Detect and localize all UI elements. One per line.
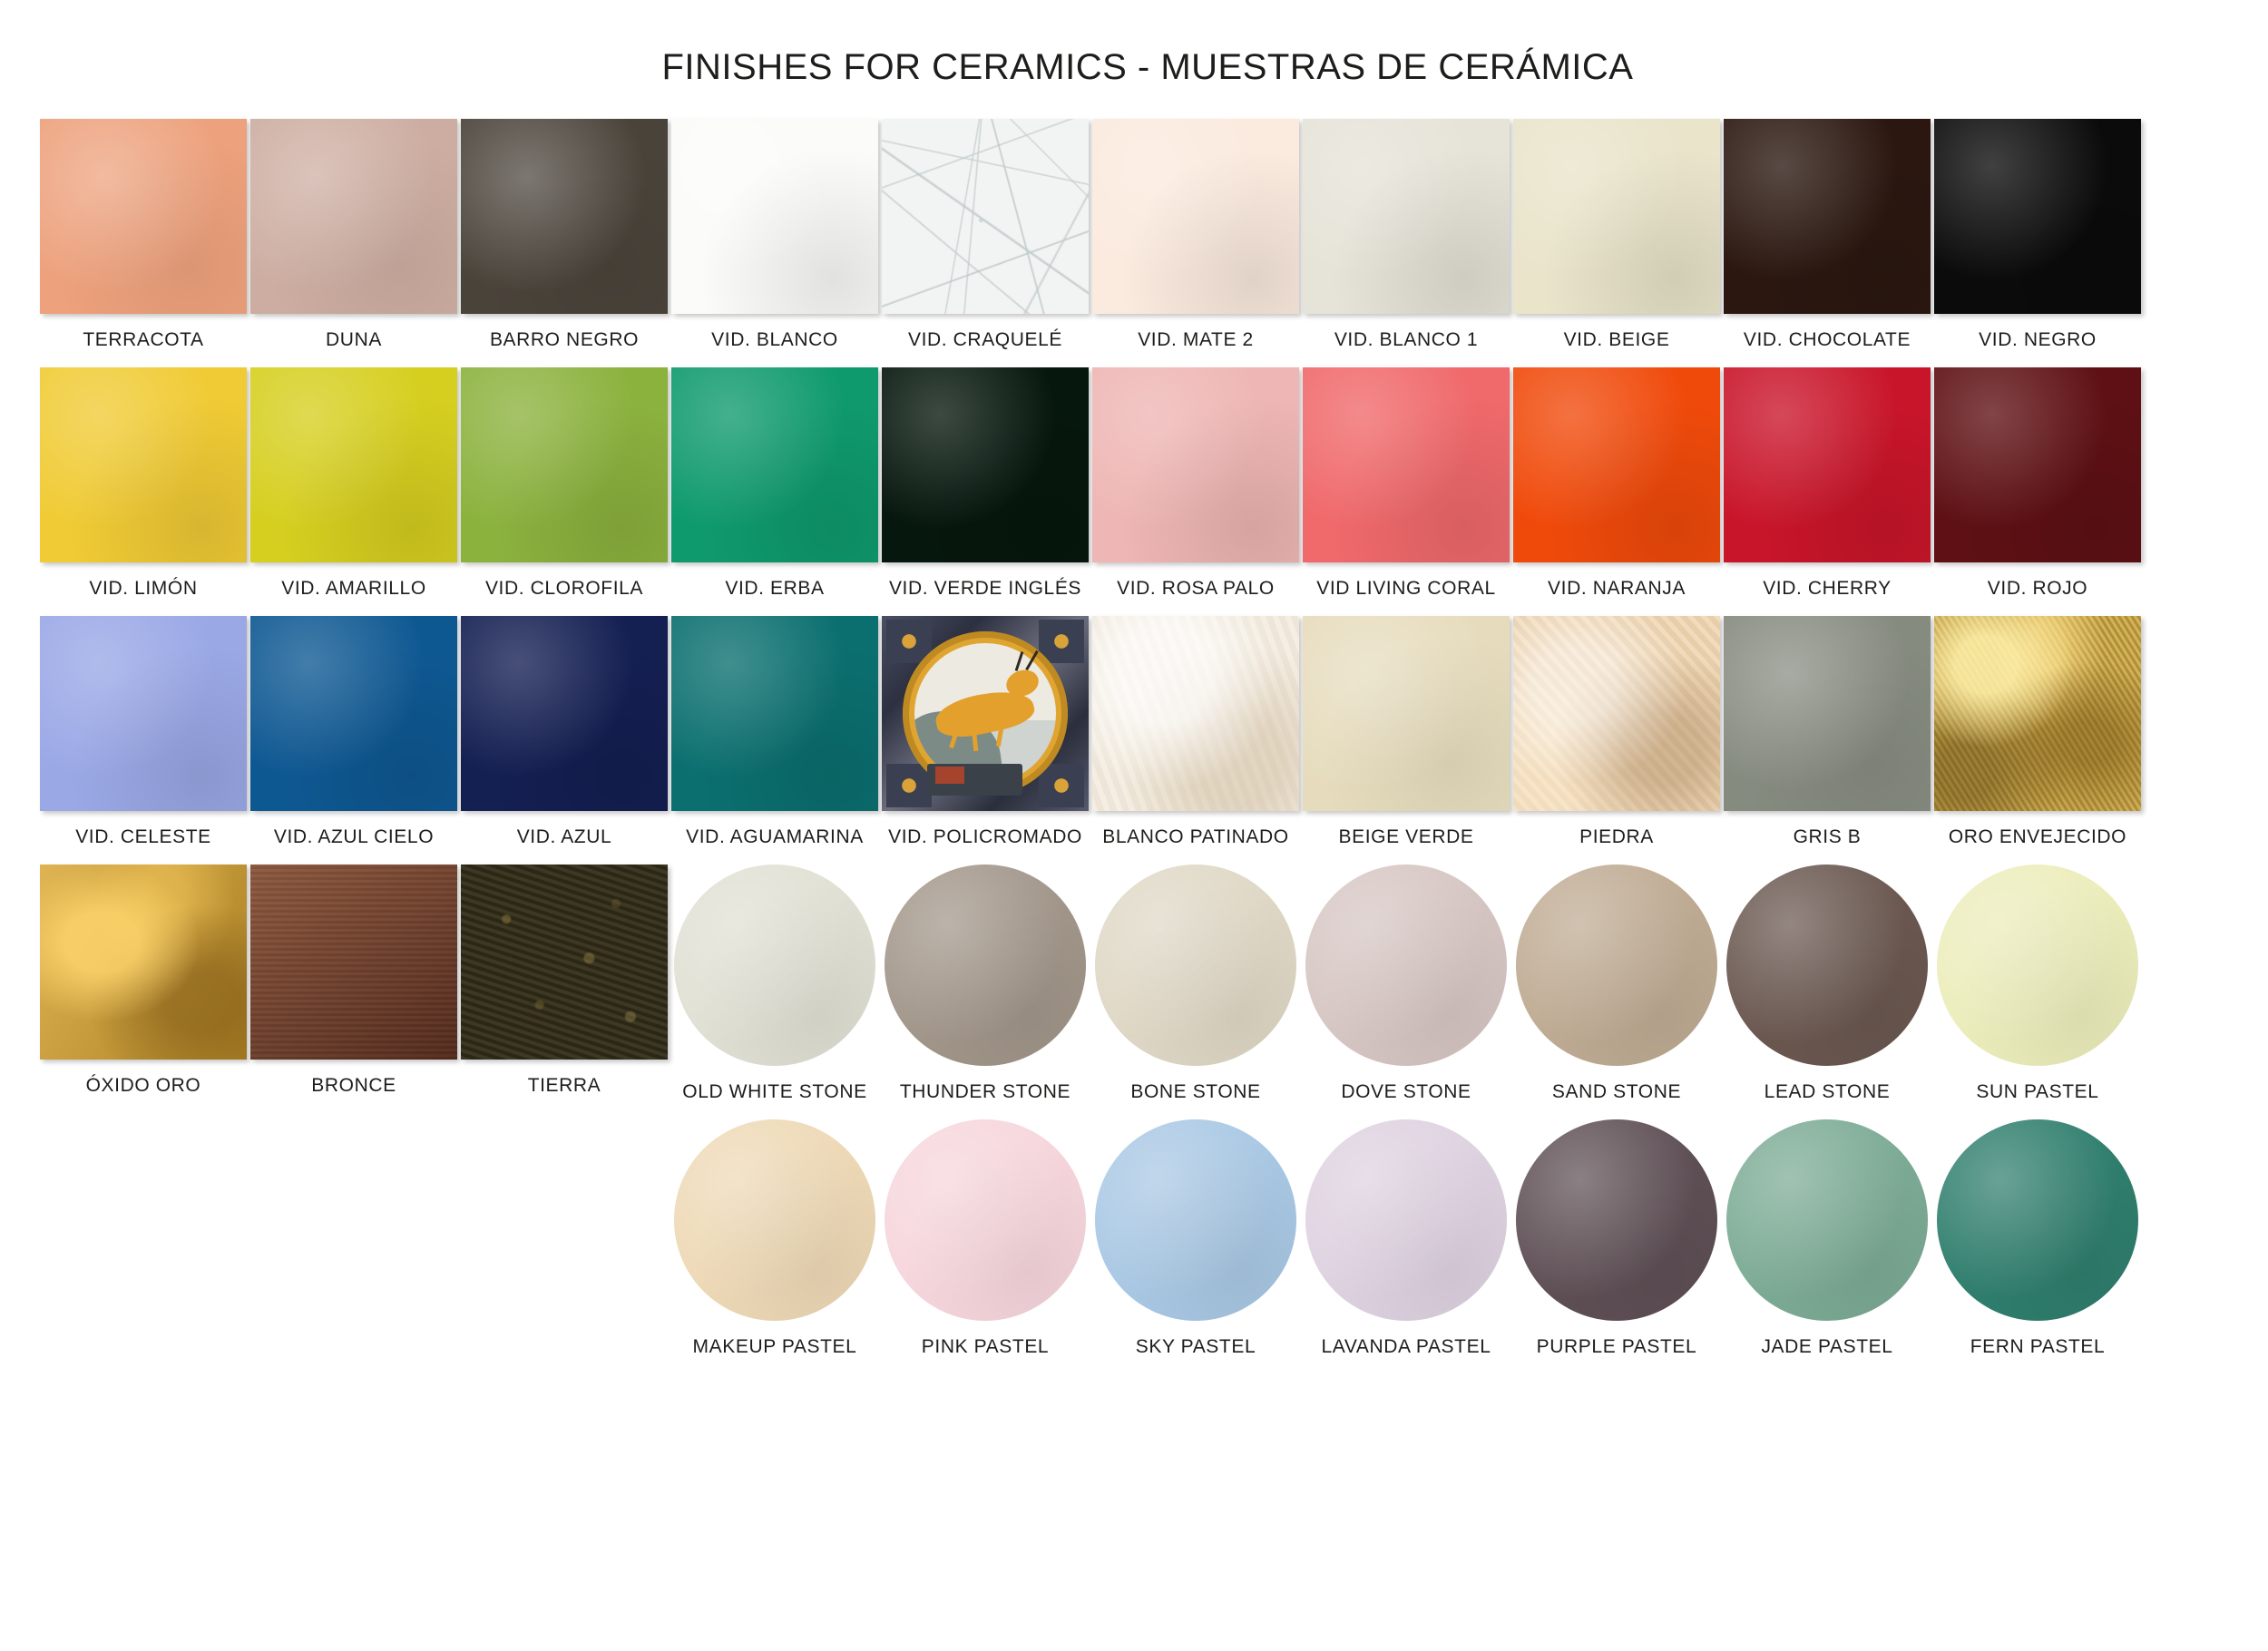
color-swatch[interactable] (885, 1119, 1086, 1321)
swatch-cell[interactable] (249, 865, 459, 1097)
color-swatch[interactable] (461, 367, 668, 562)
swatch-label: VID. NARANJA (1548, 578, 1686, 599)
swatch-cell[interactable] (38, 119, 249, 351)
color-swatch[interactable] (882, 616, 1089, 811)
page-title: FINISHES FOR CERAMICS - MUESTRAS DE CERÁMICA (661, 47, 1634, 87)
color-swatch[interactable] (1513, 119, 1720, 314)
swatch-row (38, 616, 2230, 848)
swatch-cell[interactable] (880, 119, 1090, 351)
swatch-label: ORO ENVEJECIDO (1948, 826, 2127, 847)
swatch-label: DUNA (326, 329, 382, 350)
swatch-label: BLANCO PATINADO (1102, 826, 1289, 847)
swatch-row (38, 1119, 2230, 1358)
swatch-label: BONE STONE (1130, 1081, 1261, 1102)
swatch-cell[interactable] (1932, 865, 2143, 1103)
swatch-cell[interactable] (1511, 119, 1722, 351)
color-swatch[interactable] (1305, 1119, 1507, 1321)
swatch-label: VID. NEGRO (1979, 329, 2097, 350)
swatch-label: VID. POLICROMADO (888, 826, 1082, 847)
swatch-cell[interactable] (1932, 119, 2143, 351)
swatch-row (38, 367, 2230, 600)
swatch-cell[interactable] (1932, 1119, 2143, 1358)
swatch-label: MAKEUP PASTEL (692, 1336, 857, 1357)
swatch-row (38, 119, 2230, 351)
swatch-label: FERN PASTEL (1970, 1336, 2106, 1357)
color-swatch[interactable] (250, 865, 457, 1060)
swatch-label: BARRO NEGRO (489, 329, 640, 350)
color-swatch[interactable] (1726, 1119, 1928, 1321)
swatch-cell[interactable] (459, 616, 670, 848)
swatch-label: SUN PASTEL (1976, 1081, 2099, 1102)
swatch-cell[interactable] (1722, 367, 1932, 600)
color-swatch[interactable] (1092, 367, 1299, 562)
swatch-cell[interactable] (1511, 616, 1722, 848)
swatch-row (38, 865, 2230, 1103)
color-swatch[interactable] (461, 865, 668, 1060)
swatch-cell[interactable] (1301, 1119, 1511, 1358)
swatch-cell[interactable] (1090, 865, 1301, 1103)
swatch-label: LAVANDA PASTEL (1321, 1336, 1491, 1357)
color-swatch[interactable] (1934, 119, 2141, 314)
color-swatch[interactable] (1516, 1119, 1717, 1321)
swatch-cell[interactable] (459, 119, 670, 351)
swatch-cell[interactable] (1301, 119, 1511, 351)
swatch-label: SAND STONE (1551, 1081, 1682, 1102)
color-swatch[interactable] (461, 119, 668, 314)
color-swatch[interactable] (1937, 865, 2138, 1066)
swatch-label: TIERRA (527, 1075, 601, 1096)
color-swatch[interactable] (1724, 119, 1931, 314)
swatch-cell[interactable] (1090, 1119, 1301, 1358)
color-swatch[interactable] (1724, 367, 1931, 562)
swatch-label: VID. AGUAMARINA (686, 826, 864, 847)
swatch-label: VID. LIMÓN (89, 578, 198, 599)
swatch-cell[interactable] (1090, 119, 1301, 351)
swatch-cell[interactable] (1932, 367, 2143, 600)
swatch-cell[interactable] (1511, 865, 1722, 1103)
swatch-label: VID. CHERRY (1763, 578, 1892, 599)
swatch-cell[interactable] (670, 865, 880, 1103)
swatch-cell[interactable] (1722, 616, 1932, 848)
color-swatch[interactable] (1726, 865, 1928, 1066)
color-swatch[interactable] (882, 367, 1089, 562)
swatch-cell[interactable] (880, 616, 1090, 848)
swatch-cell[interactable] (880, 865, 1090, 1103)
swatch-label: PURPLE PASTEL (1536, 1336, 1697, 1357)
swatch-cell[interactable] (670, 616, 880, 848)
color-swatch[interactable] (885, 865, 1086, 1066)
swatch-label: VID. ERBA (725, 578, 825, 599)
color-swatch[interactable] (250, 616, 457, 811)
swatch-cell[interactable] (1301, 865, 1511, 1103)
swatch-label: ÓXIDO ORO (85, 1075, 201, 1096)
color-swatch[interactable] (40, 865, 247, 1060)
swatch-label: VID. ROJO (1987, 578, 2088, 599)
swatch-label: DOVE STONE (1341, 1081, 1471, 1102)
swatch-label: VID. BLANCO (711, 329, 838, 350)
swatch-label: SKY PASTEL (1135, 1336, 1256, 1357)
swatch-cell[interactable] (459, 865, 670, 1097)
color-swatch[interactable] (1095, 1119, 1296, 1321)
swatch-cell[interactable] (670, 119, 880, 351)
swatch-cell[interactable] (1722, 865, 1932, 1103)
swatch-grid (18, 119, 2250, 1358)
swatch-cell[interactable] (880, 367, 1090, 600)
swatch-label: VID. VERDE INGLÉS (888, 578, 1082, 599)
swatch-label: PIEDRA (1579, 826, 1654, 847)
swatch-label: BEIGE VERDE (1338, 826, 1474, 847)
swatch-cell[interactable] (38, 865, 249, 1097)
swatch-cell[interactable] (1090, 367, 1301, 600)
swatch-label: VID. CHOCOLATE (1743, 329, 1911, 350)
color-swatch[interactable] (1092, 119, 1299, 314)
swatch-label: VID. MATE 2 (1138, 329, 1254, 350)
color-swatch[interactable] (671, 616, 878, 811)
ceramic-finishes-sheet (0, 47, 2268, 1651)
swatch-label: JADE PASTEL (1761, 1336, 1893, 1357)
color-swatch[interactable] (1934, 616, 2141, 811)
swatch-cell[interactable] (1301, 367, 1511, 600)
swatch-label: BRONCE (311, 1075, 396, 1096)
color-swatch[interactable] (1516, 865, 1717, 1066)
swatch-cell[interactable] (1090, 616, 1301, 848)
color-swatch[interactable] (674, 865, 875, 1066)
color-swatch[interactable] (1095, 865, 1296, 1066)
swatch-label: VID. AZUL CIELO (273, 826, 435, 847)
swatch-cell[interactable] (880, 1119, 1090, 1358)
swatch-label: VID LIVING CORAL (1316, 578, 1496, 599)
swatch-cell[interactable] (38, 367, 249, 600)
swatch-label: LEAD STONE (1764, 1081, 1891, 1102)
color-swatch[interactable] (461, 616, 668, 811)
color-swatch[interactable] (1513, 367, 1720, 562)
swatch-label: VID. CELESTE (75, 826, 211, 847)
swatch-label: TERRACOTA (83, 329, 204, 350)
color-swatch[interactable] (671, 119, 878, 314)
color-swatch[interactable] (250, 367, 457, 562)
color-swatch[interactable] (1934, 367, 2141, 562)
swatch-cell[interactable] (459, 367, 670, 600)
swatch-label: VID. BLANCO 1 (1334, 329, 1479, 350)
swatch-label: GRIS B (1793, 826, 1862, 847)
color-swatch[interactable] (250, 119, 457, 314)
swatch-label: VID. BEIGE (1563, 329, 1670, 350)
swatch-label: OLD WHITE STONE (682, 1081, 867, 1102)
swatch-cell[interactable] (1722, 1119, 1932, 1358)
color-swatch[interactable] (1937, 1119, 2138, 1321)
swatch-label: THUNDER STONE (899, 1081, 1071, 1102)
color-swatch[interactable] (1303, 119, 1510, 314)
color-swatch[interactable] (1513, 616, 1720, 811)
swatch-label: VID. AZUL (516, 826, 612, 847)
color-swatch[interactable] (882, 119, 1089, 314)
swatch-cell[interactable] (1301, 616, 1511, 848)
swatch-cell[interactable] (249, 119, 459, 351)
swatch-label: VID. CRAQUELÉ (907, 329, 1062, 350)
color-swatch[interactable] (40, 367, 247, 562)
color-swatch[interactable] (40, 616, 247, 811)
color-swatch[interactable] (674, 1119, 875, 1321)
swatch-cell[interactable] (1511, 1119, 1722, 1358)
color-swatch[interactable] (40, 119, 247, 314)
color-swatch[interactable] (1724, 616, 1931, 811)
color-swatch[interactable] (1305, 865, 1507, 1066)
swatch-label: VID. ROSA PALO (1117, 578, 1275, 599)
swatch-cell[interactable] (670, 367, 880, 600)
swatch-cell[interactable] (38, 616, 249, 848)
color-swatch[interactable] (1303, 367, 1510, 562)
color-swatch[interactable] (1303, 616, 1510, 811)
color-swatch[interactable] (1092, 616, 1299, 811)
swatch-cell[interactable] (670, 1119, 880, 1358)
swatch-cell[interactable] (1511, 367, 1722, 600)
swatch-cell[interactable] (249, 367, 459, 600)
swatch-label: PINK PASTEL (921, 1336, 1050, 1357)
color-swatch[interactable] (671, 367, 878, 562)
swatch-label: VID. CLOROFILA (484, 578, 644, 599)
swatch-cell[interactable] (1722, 119, 1932, 351)
swatch-cell[interactable] (249, 616, 459, 848)
swatch-label: VID. AMARILLO (281, 578, 426, 599)
swatch-cell[interactable] (1932, 616, 2143, 848)
